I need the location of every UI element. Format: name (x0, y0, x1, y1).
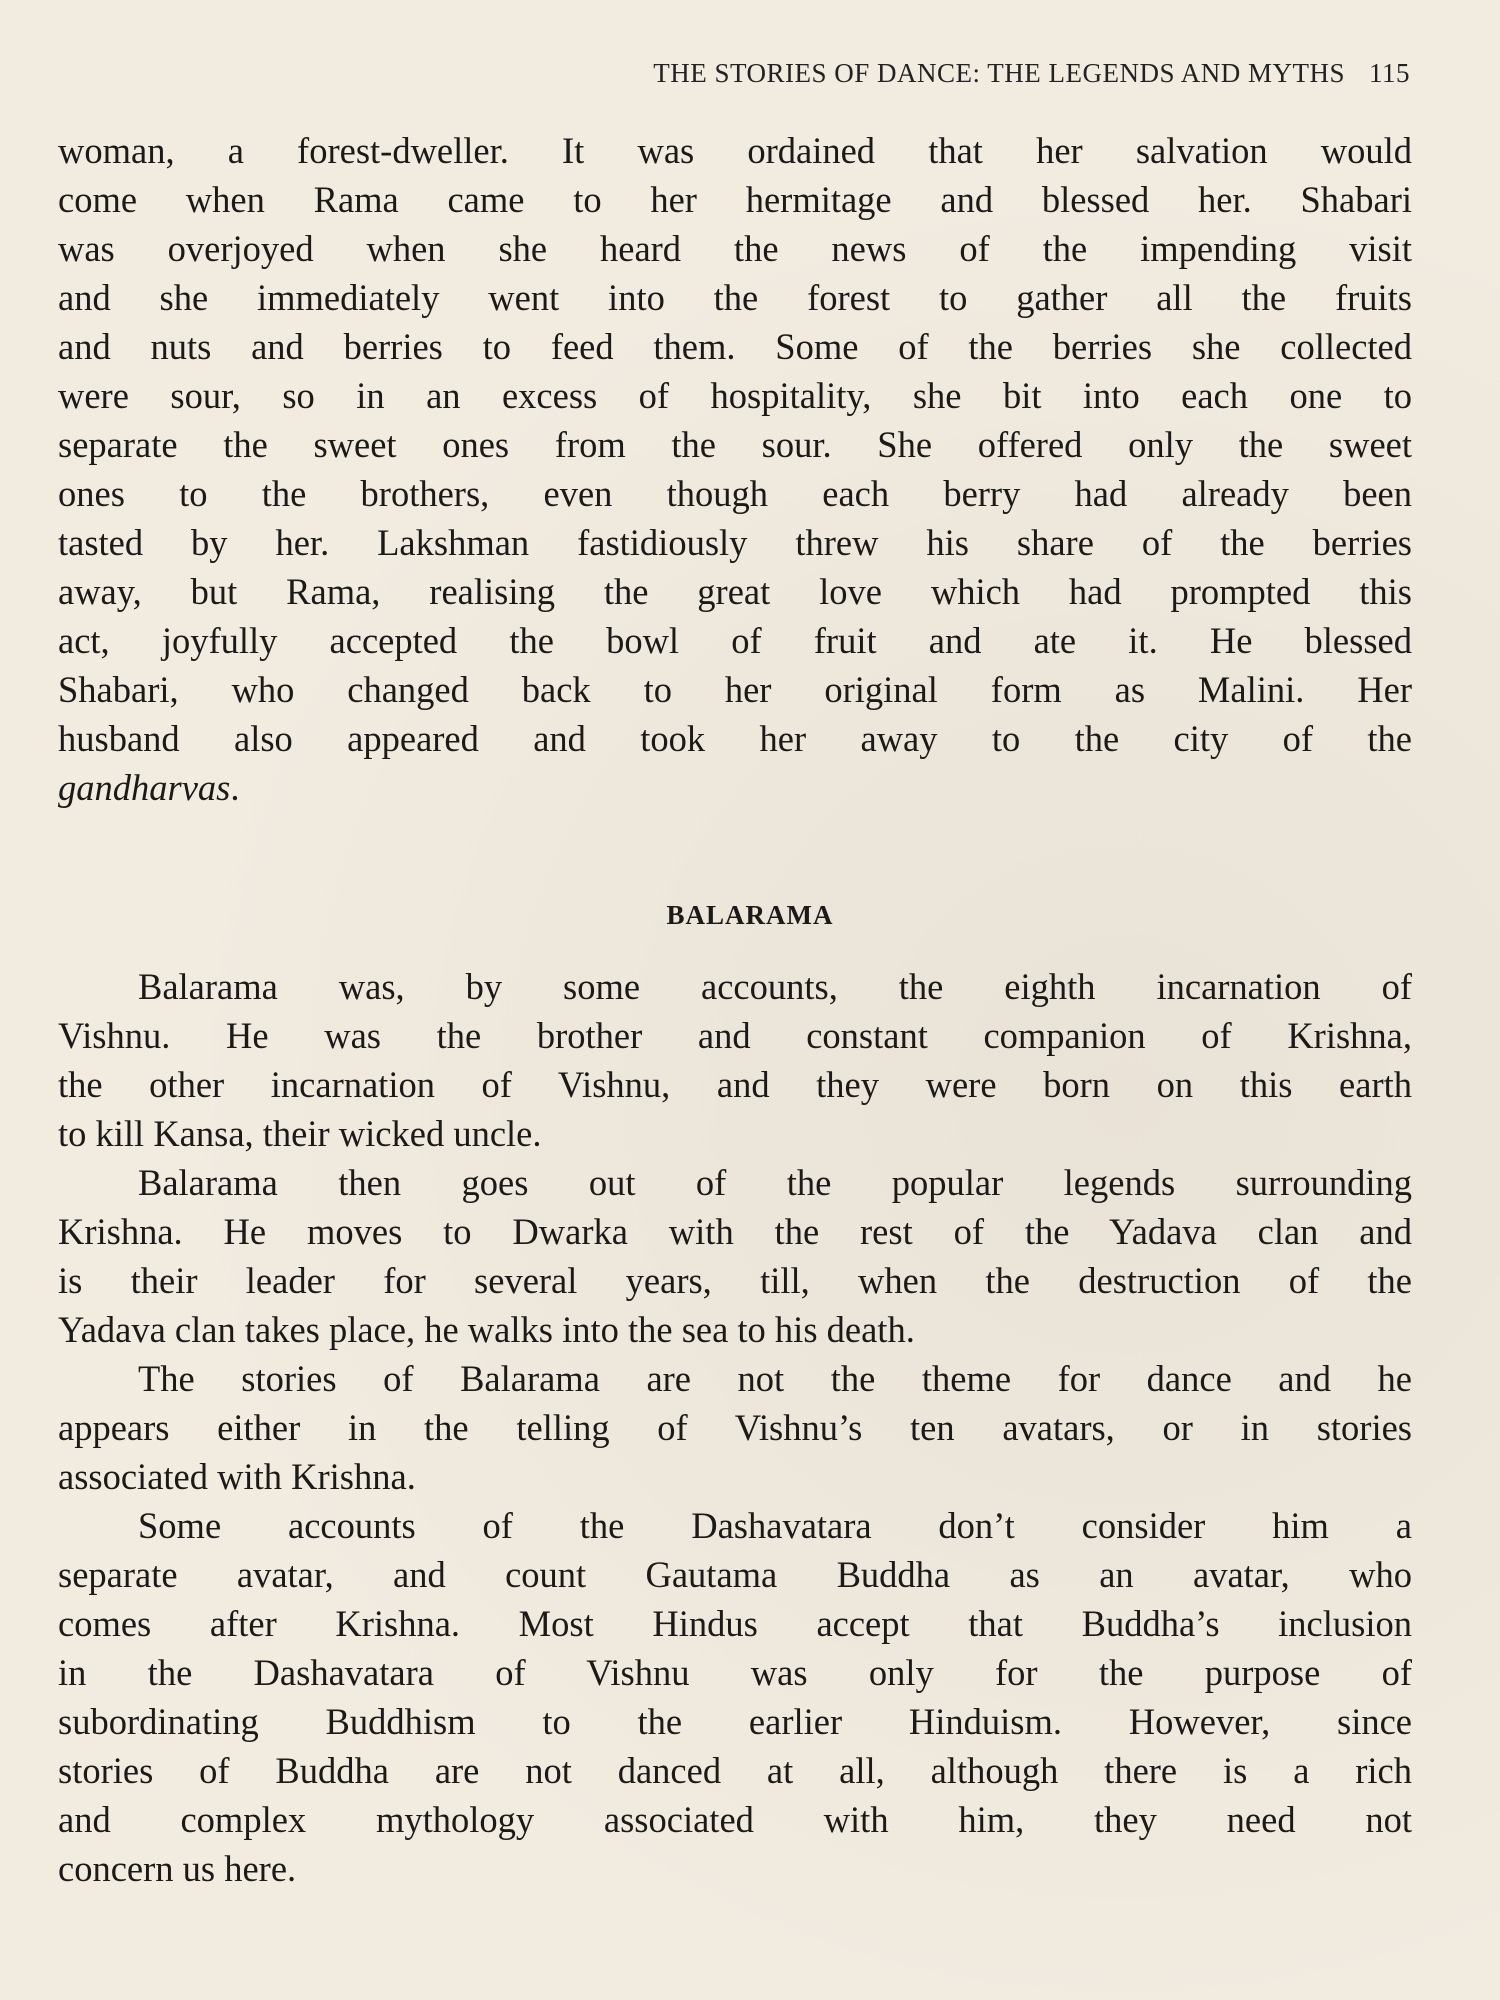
text-line: separate the sweet ones from the sour. She offered only the sweet (58, 424, 1412, 465)
text-line: were sour, so in an excess of hospitality, she bit into each one to (58, 375, 1412, 416)
text-line: act, joyfully accepted the bowl of fruit and ate it. He blessed (58, 620, 1412, 661)
text-line: concern us here. (58, 1848, 297, 1889)
text-line: Balarama was, by some accounts, the eighth incarnation of (138, 966, 1412, 1007)
text-line: is their leader for several years, till, when the destruction of the (58, 1260, 1412, 1301)
text-line: comes after Krishna. Most Hindus accept that Buddha’s inclusion (58, 1603, 1412, 1644)
text-line: Shabari, who changed back to her original form as Malini. Her (58, 669, 1412, 710)
text-line: Balarama then goes out of the popular legends surrounding (138, 1162, 1412, 1203)
text-line: woman, a forest-dweller. It was ordained that her salvation would (58, 130, 1412, 171)
section-body (58, 962, 1412, 1893)
text-line: the other incarnation of Vishnu, and they were born on this earth (58, 1064, 1412, 1105)
text-line: come when Rama came to her hermitage and blessed her. Shabari (58, 179, 1412, 220)
text-line: separate avatar, and count Gautama Buddha as an avatar, who (58, 1554, 1412, 1595)
running-header (653, 58, 1410, 89)
italic-term: gandharvas (58, 767, 231, 808)
text-line: Vishnu. He was the brother and constant companion of Krishna, (58, 1015, 1412, 1056)
text-line: was overjoyed when she heard the news of the impending visit (58, 228, 1412, 269)
continued-paragraph (58, 126, 1412, 812)
running-title: THE STORIES OF DANCE: THE LEGENDS AND MYTHS (653, 58, 1345, 88)
text-line: away, but Rama, realising the great love which had prompted this (58, 571, 1412, 612)
text-line: and complex mythology associated with him, they need not (58, 1799, 1412, 1840)
text-line: and nuts and berries to feed them. Some of the berries she collected (58, 326, 1412, 367)
text-line: Krishna. He moves to Dwarka with the rest of the Yadava clan and (58, 1211, 1412, 1252)
text-line: subordinating Buddhism to the earlier Hinduism. However, since (58, 1701, 1412, 1742)
text-line: in the Dashavatara of Vishnu was only for the purpose of (58, 1652, 1412, 1693)
page-number: 115 (1369, 58, 1410, 88)
sentence-end: . (230, 767, 240, 808)
text-line: tasted by her. Lakshman fastidiously threw his share of the berries (58, 522, 1412, 563)
text-line-final (58, 763, 1412, 812)
section-heading: BALARAMA (666, 900, 834, 930)
text-line: associated with Krishna. (58, 1456, 416, 1497)
text-line: husband also appeared and took her away to the city of the (58, 718, 1412, 759)
text-line: to kill Kansa, their wicked uncle. (58, 1113, 542, 1154)
text-line: ones to the brothers, even though each berry had already been (58, 473, 1412, 514)
text-line: and she immediately went into the forest to gather all the fruits (58, 277, 1412, 318)
text-line: appears either in the telling of Vishnu’s ten avatars, or in stories (58, 1407, 1412, 1448)
text-line: stories of Buddha are not danced at all, although there is a rich (58, 1750, 1412, 1791)
text-line: The stories of Balarama are not the theme for dance and he (138, 1358, 1412, 1399)
text-line: Some accounts of the Dashavatara don’t consider him a (138, 1505, 1412, 1546)
text-line: Yadava clan takes place, he walks into the sea to his death. (58, 1309, 915, 1350)
